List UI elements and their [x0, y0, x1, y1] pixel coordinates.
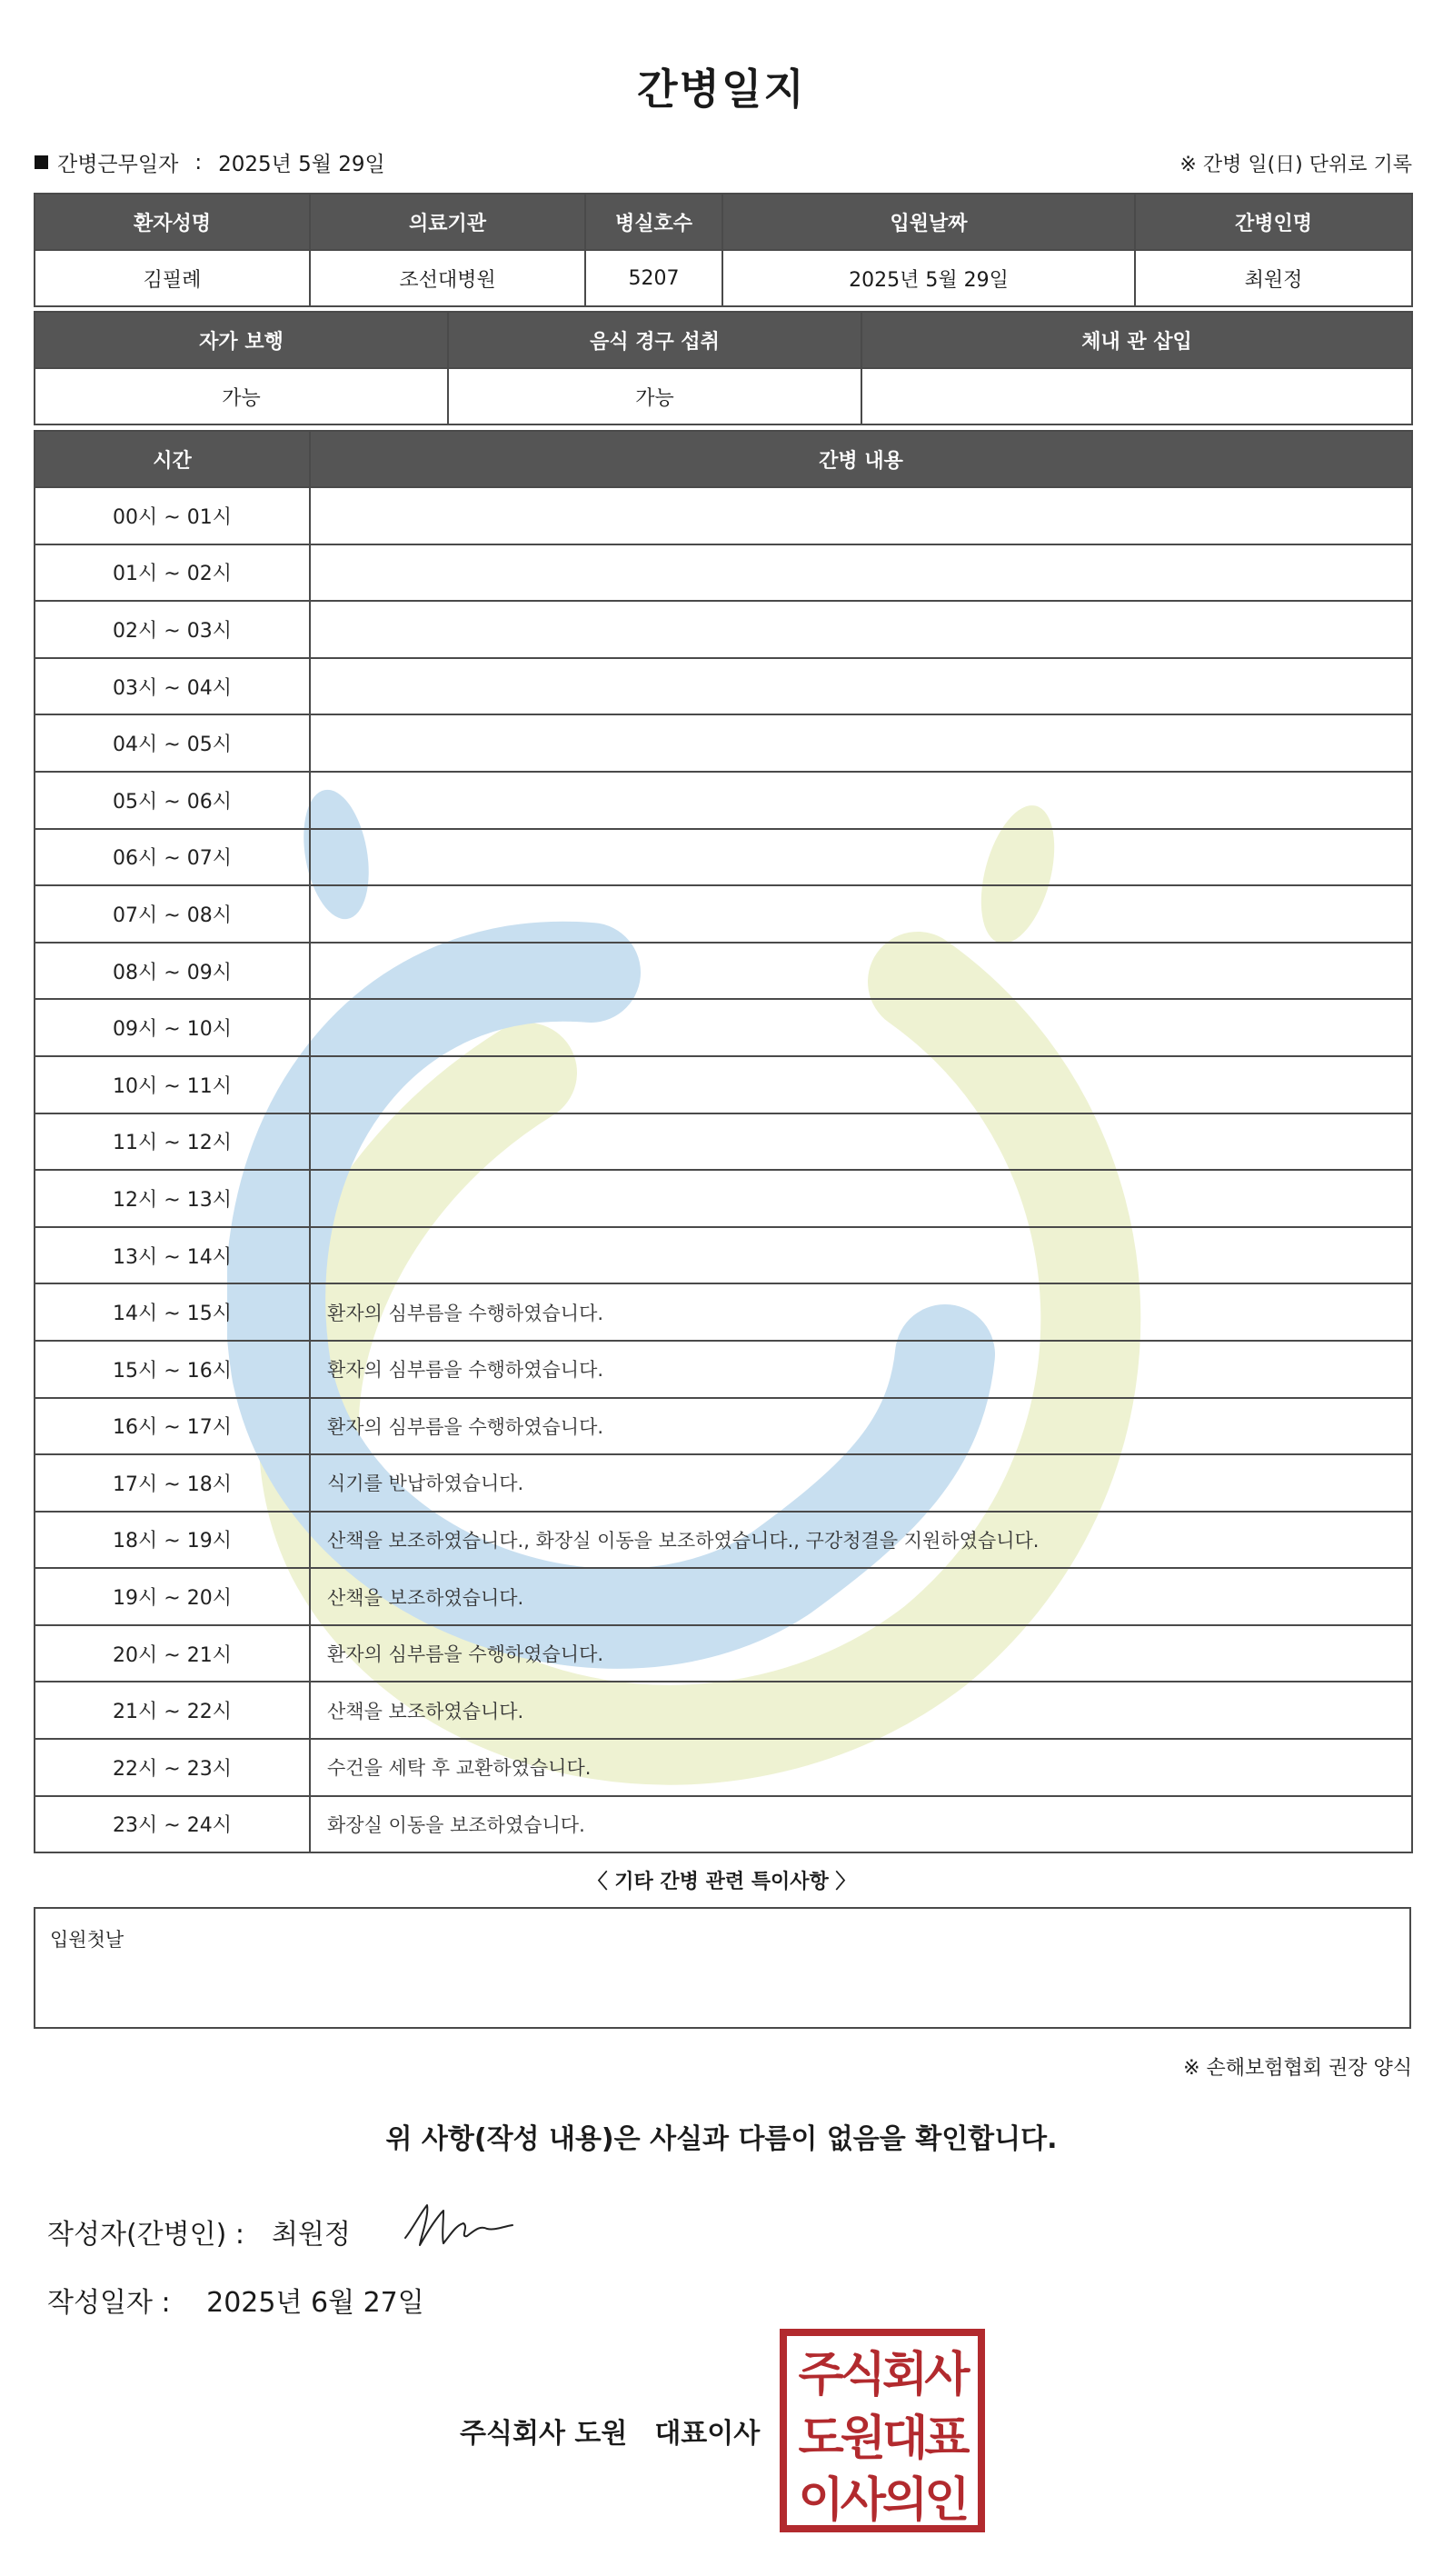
care-log-time: 17시 ~ 18시: [35, 1454, 310, 1512]
care-log-row: [35, 999, 1412, 1056]
care-log-content: 산책을 보조하였습니다.: [310, 1682, 1412, 1739]
care-log-row: [35, 1568, 1412, 1625]
care-log-content: [310, 943, 1412, 1000]
care-log-time: 08시 ~ 09시: [35, 943, 310, 1000]
care-log-time: 04시 ~ 05시: [35, 714, 310, 772]
care-log-row: [35, 772, 1412, 829]
recommend-note: ※ 손해보험협회 권장 양식: [1183, 2057, 1412, 2080]
work-date-label: 간병근무일자: [57, 153, 179, 176]
care-log-row: [35, 487, 1412, 544]
care-log-time: 14시 ~ 15시: [35, 1283, 310, 1341]
care-log-time: 13시 ~ 14시: [35, 1227, 310, 1284]
care-log-row: [35, 1170, 1412, 1227]
care-log-time: 23시 ~ 24시: [35, 1796, 310, 1853]
handwritten-signature: [400, 2198, 518, 2252]
writer-name: 최원정: [271, 2219, 351, 2251]
notes-heading: 〈 기타 간병 관련 특이사항 〉: [587, 1871, 856, 1893]
care-log-row: [35, 1625, 1412, 1682]
care-log-time: 12시 ~ 13시: [35, 1170, 310, 1227]
care-log-time: 05시 ~ 06시: [35, 772, 310, 829]
care-log-time: 07시 ~ 08시: [35, 885, 310, 943]
care-log-content: [310, 1056, 1412, 1113]
care-log-time: 18시 ~ 19시: [35, 1512, 310, 1569]
care-log-row: [35, 1512, 1412, 1569]
care-log-row: [35, 943, 1412, 1000]
status-value-row: [35, 368, 1412, 424]
self-walking-value: 가능: [35, 368, 448, 424]
care-log-content: [310, 1170, 1412, 1227]
care-log-content: 환자의 심부름을 수행하였습니다.: [310, 1625, 1412, 1682]
care-log-content: [310, 1227, 1412, 1284]
care-log-content: 환자의 심부름을 수행하였습니다.: [310, 1341, 1412, 1398]
care-log-row: [35, 1227, 1412, 1284]
care-log-row: [35, 1682, 1412, 1739]
care-log-content: 식기를 반납하였습니다.: [310, 1454, 1412, 1512]
patient-info-header-row: [35, 194, 1412, 250]
care-log-content: 화장실 이동을 보조하였습니다.: [310, 1796, 1412, 1853]
care-log-time: 01시 ~ 02시: [35, 544, 310, 602]
care-log-time: 00시 ~ 01시: [35, 487, 310, 544]
care-log-content: [310, 1113, 1412, 1171]
care-log-body: [35, 487, 1412, 1852]
written-date-line: [47, 2280, 424, 2320]
oral-intake-value: 가능: [448, 368, 861, 424]
care-log-row: [35, 1454, 1412, 1512]
room-number: 5207: [585, 250, 722, 306]
care-log-row: [35, 885, 1412, 943]
care-log-time: 22시 ~ 23시: [35, 1739, 310, 1796]
care-log-content: [310, 772, 1412, 829]
work-date-line: [35, 147, 385, 177]
header-caregiver-name: 간병인명: [1135, 194, 1412, 250]
patient-name: 김필례: [35, 250, 310, 306]
care-log-time: 10시 ~ 11시: [35, 1056, 310, 1113]
header-care-content: 간병 내용: [310, 431, 1412, 487]
admission-date: 2025년 5월 29일: [722, 250, 1135, 306]
notes-text: 입원첫날: [50, 1929, 124, 1951]
header-time: 시간: [35, 431, 310, 487]
svg-text:주식회사: 주식회사: [798, 2348, 967, 2402]
care-log-content: [310, 999, 1412, 1056]
company-name: 주식회사 도원: [460, 2418, 628, 2450]
care-log-row: [35, 601, 1412, 658]
care-log-row: [35, 1283, 1412, 1341]
care-log-content: [310, 714, 1412, 772]
care-log-content: [310, 601, 1412, 658]
care-log-time: 03시 ~ 04시: [35, 658, 310, 715]
care-log-table: [34, 430, 1413, 1853]
care-log-time: 19시 ~ 20시: [35, 1568, 310, 1625]
header-self-walking: 자가 보행: [35, 312, 448, 368]
care-log-content: 산책을 보조하였습니다., 화장실 이동을 보조하였습니다., 구강청결을 지원하였습니다.: [310, 1512, 1412, 1569]
care-log-time: 16시 ~ 17시: [35, 1398, 310, 1455]
status-header-row: [35, 312, 1412, 368]
care-log-content: [310, 885, 1412, 943]
care-log-row: [35, 1796, 1412, 1853]
svg-text:도원대표: 도원대표: [798, 2411, 967, 2466]
svg-text:이사의인: 이사의인: [798, 2473, 967, 2528]
care-log-row: [35, 829, 1412, 886]
care-log-row: [35, 1739, 1412, 1796]
tube-insertion-value: [861, 368, 1412, 424]
care-log-row: [35, 658, 1412, 715]
company-title: 대표이사: [654, 2418, 761, 2450]
work-date-separator: :: [194, 150, 203, 175]
header-patient-name: 환자성명: [35, 194, 310, 250]
header-tube-insertion: 체내 관 삽입: [861, 312, 1412, 368]
care-log-header-row: [35, 431, 1412, 487]
bullet-square-icon: [35, 155, 48, 169]
care-log-content: [310, 544, 1412, 602]
writer-label: 작성자(간병인) :: [47, 2219, 244, 2251]
caregiver-name: 최원정: [1135, 250, 1412, 306]
care-log-time: 11시 ~ 12시: [35, 1113, 310, 1171]
care-log-row: [35, 1341, 1412, 1398]
care-log-row: [35, 544, 1412, 602]
written-date-value: 2025년 6월 27일: [206, 2287, 424, 2319]
header-oral-intake: 음식 경구 섭취: [448, 312, 861, 368]
care-log-row: [35, 1398, 1412, 1455]
daily-record-note: ※ 간병 일(日) 단위로 기록: [1179, 154, 1412, 176]
care-log-content: 산책을 보조하였습니다.: [310, 1568, 1412, 1625]
care-log-row: [35, 714, 1412, 772]
header-room-number: 병실호수: [585, 194, 722, 250]
company-line: [460, 2411, 760, 2451]
patient-info-value-row: [35, 250, 1412, 306]
care-log-content: [310, 829, 1412, 886]
written-date-label: 작성일자 :: [47, 2287, 171, 2319]
care-log-row: [35, 1056, 1412, 1113]
header-admission-date: 입원날짜: [722, 194, 1135, 250]
care-log-content: [310, 658, 1412, 715]
patient-status-table: [34, 311, 1413, 425]
work-date-value: 2025년 5월 29일: [218, 153, 385, 176]
hospital-name: 조선대병원: [310, 250, 585, 306]
care-log-content: [310, 487, 1412, 544]
care-log-time: 09시 ~ 10시: [35, 999, 310, 1056]
document-title: 간병일지: [637, 65, 806, 114]
care-log-time: 02시 ~ 03시: [35, 601, 310, 658]
care-log-time: 21시 ~ 22시: [35, 1682, 310, 1739]
care-log-content: 환자의 심부름을 수행하였습니다.: [310, 1398, 1412, 1455]
writer-line: [47, 2212, 351, 2252]
notes-box: [34, 1907, 1411, 2029]
care-log-row: [35, 1113, 1412, 1171]
confirmation-statement: 위 사항(작성 내용)은 사실과 다름이 없음을 확인합니다.: [385, 2123, 1058, 2155]
care-log-content: 수건을 세탁 후 교환하였습니다.: [310, 1739, 1412, 1796]
care-log-time: 06시 ~ 07시: [35, 829, 310, 886]
header-hospital: 의료기관: [310, 194, 585, 250]
patient-info-table: [34, 193, 1413, 307]
care-log-time: 20시 ~ 21시: [35, 1625, 310, 1682]
care-log-time: 15시 ~ 16시: [35, 1341, 310, 1398]
company-seal-stamp: [780, 2329, 985, 2532]
care-log-content: 환자의 심부름을 수행하였습니다.: [310, 1283, 1412, 1341]
